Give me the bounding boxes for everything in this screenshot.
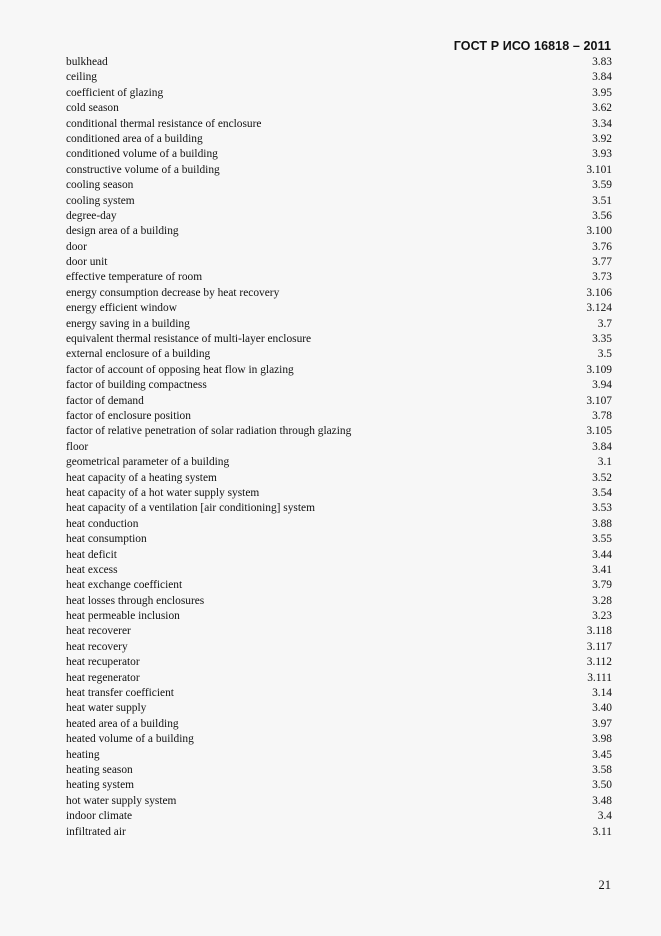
index-term: infiltrated air bbox=[66, 825, 126, 838]
term-index-list bbox=[66, 55, 612, 840]
index-entry bbox=[66, 70, 612, 85]
index-reference: 3.34 bbox=[592, 117, 612, 130]
index-reference: 3.118 bbox=[586, 625, 612, 638]
index-term: bulkhead bbox=[66, 56, 108, 68]
index-entry bbox=[66, 655, 612, 670]
index-reference: 3.23 bbox=[592, 610, 612, 623]
index-entry bbox=[66, 255, 612, 270]
index-entry bbox=[66, 424, 612, 439]
index-entry bbox=[66, 748, 612, 763]
index-reference: 3.95 bbox=[592, 86, 612, 99]
index-entry bbox=[66, 332, 612, 347]
index-reference: 3.53 bbox=[592, 502, 612, 515]
index-entry bbox=[66, 532, 612, 547]
index-entry bbox=[66, 194, 612, 209]
index-term: factor of building compactness bbox=[66, 379, 207, 392]
index-entry bbox=[66, 701, 612, 716]
index-entry bbox=[66, 301, 612, 316]
index-term: heat capacity of a ventilation [air conditioning] system bbox=[66, 502, 315, 515]
index-entry bbox=[66, 671, 612, 686]
index-entry bbox=[66, 486, 612, 501]
index-reference: 3.48 bbox=[592, 794, 612, 807]
index-reference: 3.44 bbox=[592, 548, 612, 561]
index-entry bbox=[66, 163, 612, 178]
index-entry bbox=[66, 270, 612, 285]
index-entry bbox=[66, 471, 612, 486]
index-reference: 3.1 bbox=[597, 456, 612, 469]
index-entry bbox=[66, 117, 612, 132]
index-reference: 3.79 bbox=[592, 579, 612, 592]
index-term: energy efficient window bbox=[66, 302, 177, 315]
index-entry bbox=[66, 548, 612, 563]
index-term: heating system bbox=[66, 779, 135, 792]
index-entry bbox=[66, 55, 612, 70]
index-term: heated area of a building bbox=[66, 717, 179, 730]
index-reference: 3.106 bbox=[586, 286, 612, 299]
index-reference: 3.50 bbox=[592, 779, 612, 792]
index-term: heat recoverer bbox=[66, 625, 131, 638]
index-term: external enclosure of a building bbox=[66, 348, 211, 361]
index-reference: 3.105 bbox=[586, 425, 612, 438]
index-reference: 3.4 bbox=[597, 810, 612, 823]
index-entry bbox=[66, 640, 612, 655]
index-entry bbox=[66, 794, 612, 809]
index-entry bbox=[66, 624, 612, 639]
index-entry bbox=[66, 501, 612, 516]
index-term: door bbox=[66, 240, 87, 253]
index-entry bbox=[66, 717, 612, 732]
index-term: hot water supply system bbox=[66, 794, 177, 807]
index-entry bbox=[66, 809, 612, 824]
index-entry bbox=[66, 394, 612, 409]
index-entry bbox=[66, 132, 612, 147]
index-reference: 3.98 bbox=[592, 733, 612, 746]
index-entry bbox=[66, 440, 612, 455]
index-reference: 3.101 bbox=[586, 163, 612, 176]
index-term: heat recovery bbox=[66, 640, 128, 653]
index-reference: 3.51 bbox=[592, 194, 612, 207]
index-term: conditioned volume of a building bbox=[66, 148, 218, 161]
index-reference: 3.77 bbox=[592, 256, 612, 269]
index-reference: 3.97 bbox=[592, 717, 612, 730]
index-reference: 3.76 bbox=[592, 240, 612, 253]
index-reference: 3.40 bbox=[592, 702, 612, 715]
index-entry bbox=[66, 209, 612, 224]
index-term: heat capacity of a hot water supply system bbox=[66, 486, 260, 499]
index-term: heating bbox=[66, 748, 100, 761]
index-term: floor bbox=[66, 440, 89, 453]
index-reference: 3.109 bbox=[586, 363, 612, 376]
index-term: heat losses through enclosures bbox=[66, 594, 205, 607]
index-term: door unit bbox=[66, 256, 108, 269]
index-entry bbox=[66, 101, 612, 116]
index-term: factor of relative penetration of solar radiation through glazing bbox=[66, 425, 352, 438]
index-term: energy saving in a building bbox=[66, 317, 190, 330]
index-entry bbox=[66, 594, 612, 609]
index-entry bbox=[66, 86, 612, 101]
index-term: heat conduction bbox=[66, 517, 139, 530]
index-term: degree-day bbox=[66, 209, 117, 222]
page-number: 21 bbox=[598, 878, 611, 892]
index-entry bbox=[66, 778, 612, 793]
index-term: indoor climate bbox=[66, 810, 133, 823]
index-term: geometrical parameter of a building bbox=[66, 456, 230, 469]
index-reference: 3.100 bbox=[586, 225, 612, 238]
index-term: heat deficit bbox=[66, 548, 117, 561]
index-term: factor of enclosure position bbox=[66, 409, 191, 422]
index-reference: 3.28 bbox=[592, 594, 612, 607]
index-reference: 3.58 bbox=[592, 763, 612, 776]
index-term: heat excess bbox=[66, 563, 118, 576]
index-term: heat capacity of a heating system bbox=[66, 471, 217, 484]
index-term: heat regenerator bbox=[66, 671, 140, 684]
index-reference: 3.14 bbox=[592, 687, 612, 700]
index-term: heat exchange coefficient bbox=[66, 579, 183, 592]
index-reference: 3.84 bbox=[592, 440, 612, 453]
index-reference: 3.5 bbox=[597, 348, 612, 361]
index-reference: 3.52 bbox=[592, 471, 612, 484]
index-reference: 3.111 bbox=[587, 671, 612, 684]
index-reference: 3.54 bbox=[592, 486, 612, 499]
index-entry bbox=[66, 317, 612, 332]
index-reference: 3.41 bbox=[592, 563, 612, 576]
index-term: heat water supply bbox=[66, 702, 147, 715]
index-entry bbox=[66, 578, 612, 593]
index-reference: 3.84 bbox=[592, 71, 612, 84]
index-term: coefficient of glazing bbox=[66, 86, 164, 99]
index-reference: 3.59 bbox=[592, 179, 612, 192]
index-term: factor of account of opposing heat flow in glazing bbox=[66, 363, 294, 376]
index-entry bbox=[66, 147, 612, 162]
index-reference: 3.62 bbox=[592, 102, 612, 115]
index-term: cooling season bbox=[66, 179, 134, 192]
index-term: heat permeable inclusion bbox=[66, 610, 180, 623]
index-entry bbox=[66, 286, 612, 301]
index-term: equivalent thermal resistance of multi-layer enclosure bbox=[66, 333, 312, 346]
index-term: effective temperature of room bbox=[66, 271, 203, 284]
index-reference: 3.45 bbox=[592, 748, 612, 761]
index-reference: 3.94 bbox=[592, 379, 612, 392]
index-entry bbox=[66, 563, 612, 578]
index-entry bbox=[66, 517, 612, 532]
index-entry bbox=[66, 240, 612, 255]
index-entry bbox=[66, 455, 612, 470]
index-entry bbox=[66, 363, 612, 378]
index-term: conditioned area of a building bbox=[66, 132, 203, 145]
index-reference: 3.11 bbox=[592, 825, 612, 838]
index-reference: 3.78 bbox=[592, 409, 612, 422]
index-reference: 3.56 bbox=[592, 209, 612, 222]
index-term: heating season bbox=[66, 763, 133, 776]
index-entry bbox=[66, 178, 612, 193]
index-reference: 3.112 bbox=[586, 656, 612, 669]
index-entry bbox=[66, 409, 612, 424]
index-reference: 3.117 bbox=[586, 640, 612, 653]
index-reference: 3.107 bbox=[586, 394, 612, 407]
index-term: cold season bbox=[66, 102, 119, 115]
index-entry bbox=[66, 609, 612, 624]
index-entry bbox=[66, 347, 612, 362]
index-term: ceiling bbox=[66, 71, 97, 84]
index-entry bbox=[66, 686, 612, 701]
document-header: ГОСТ Р ИСО 16818 – 2011 bbox=[453, 39, 611, 53]
index-entry bbox=[66, 378, 612, 393]
index-reference: 3.73 bbox=[592, 271, 612, 284]
index-reference: 3.83 bbox=[592, 56, 612, 68]
index-reference: 3.7 bbox=[597, 317, 612, 330]
index-entry bbox=[66, 763, 612, 778]
index-term: heat transfer coefficient bbox=[66, 687, 174, 700]
index-entry bbox=[66, 732, 612, 747]
index-term: heat consumption bbox=[66, 533, 147, 546]
index-reference: 3.55 bbox=[592, 533, 612, 546]
index-term: energy consumption decrease by heat recovery bbox=[66, 286, 280, 299]
index-term: conditional thermal resistance of enclosure bbox=[66, 117, 262, 130]
index-entry bbox=[66, 224, 612, 239]
index-reference: 3.35 bbox=[592, 333, 612, 346]
index-term: constructive volume of a building bbox=[66, 163, 220, 176]
index-reference: 3.88 bbox=[592, 517, 612, 530]
index-term: heat recuperator bbox=[66, 656, 140, 669]
index-reference: 3.92 bbox=[592, 132, 612, 145]
index-term: factor of demand bbox=[66, 394, 144, 407]
index-reference: 3.93 bbox=[592, 148, 612, 161]
index-term: heated volume of a building bbox=[66, 733, 194, 746]
index-entry bbox=[66, 825, 612, 840]
index-term: design area of a building bbox=[66, 225, 179, 238]
index-reference: 3.124 bbox=[586, 302, 612, 315]
index-term: cooling system bbox=[66, 194, 135, 207]
